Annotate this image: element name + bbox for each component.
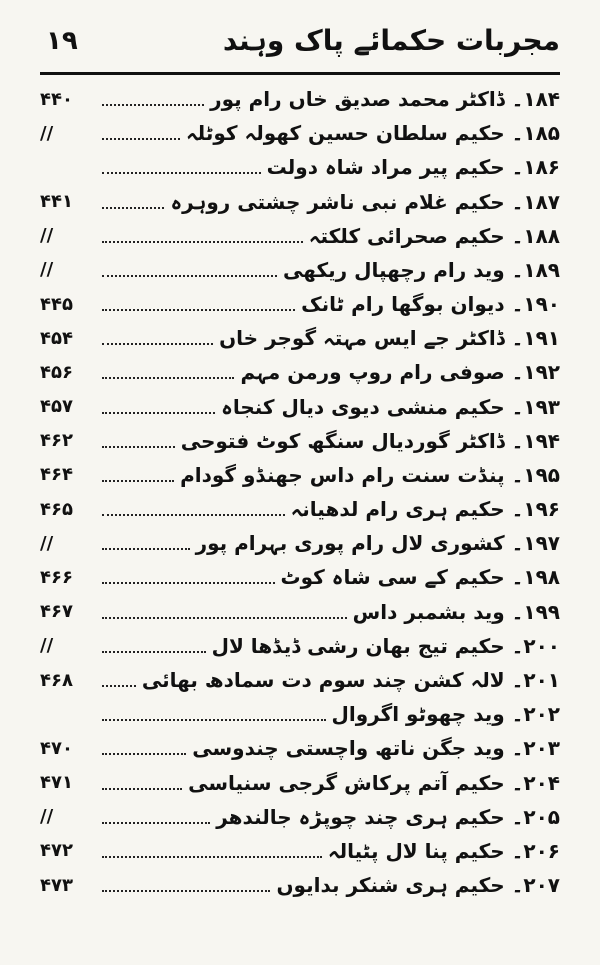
toc-entry-page: ۴۶۴ [40,464,73,486]
toc-entry-title: ۱۹۱۔ ڈاکٹر جے ایس مہتہ گوجر خاں [219,326,560,351]
toc-entry [40,253,560,287]
toc-entry [40,731,560,765]
toc-entry [40,663,560,697]
toc-entry-page: ۴۶۵ [40,498,73,520]
dot-leader [102,207,164,209]
toc-entry-page: ۴۶۸ [40,669,73,691]
toc-entry-page: ۴۷۰ [40,737,73,759]
toc-entry-title: ۱۹۳۔ حکیم منشی دیوی دیال کنجاہ [221,394,560,419]
toc-entry-title: ۱۹۶۔ حکیم ہری رام لدھیانہ [290,497,560,522]
toc-entry-title: ۱۹۵۔ پنڈت سنت رام داس جھنڈو گودام [180,462,560,487]
toc-entry [40,868,560,902]
toc-entry [40,185,560,219]
dot-leader [102,275,277,277]
dot-leader [102,719,326,721]
dot-leader [102,582,275,584]
toc-entry-page: ۴۷۲ [40,840,73,862]
toc-entry-page: ۴۵۶ [40,361,73,383]
dot-leader [102,343,213,345]
dot-leader [102,138,180,140]
toc-entry-title: ۱۹۸۔ حکیم کے سی شاہ کوٹ [280,565,560,590]
toc-entry [40,390,560,424]
toc-entry-page: ۴۷۳ [40,874,73,896]
toc-entry-title: ۲۰۰۔ حکیم تیج بھان رشی ڈیڈھا لال [211,633,560,658]
toc-entry [40,800,560,834]
dot-leader [102,548,190,550]
toc-entry-title: ۱۹۰۔ دیوان بوگھا رام ٹانک [301,292,560,317]
toc-entry-title: ۲۰۷۔ حکیم ہری شنکر بدایوں [276,873,560,898]
toc-entry-page: // [40,532,54,554]
toc-entry-title: ۱۹۲۔ صوفی رام روپ ورمن مہم [240,360,560,385]
dot-leader [102,617,347,619]
toc-entry [40,697,560,731]
toc-entry [40,116,560,150]
header-rule [40,72,560,75]
toc-entry-page: // [40,806,54,828]
toc-entry-page: ۴۴۰ [40,88,73,110]
dot-leader [102,412,215,414]
dot-leader [102,241,303,243]
toc-entry-title: ۱۹۷۔ کشوری لال رام پوری بہرام پور [195,531,560,556]
toc-entry [40,458,560,492]
toc-entry [40,629,560,663]
toc-entry-page: ۴۴۵ [40,293,73,315]
toc-entry-title: ۱۸۷۔ حکیم غلام نبی ناشر چشتی روہرہ [170,189,560,214]
dot-leader [102,890,270,892]
toc-entry-page: ۴۴۱ [40,191,73,213]
toc-entry [40,321,560,355]
dot-leader [102,788,182,790]
toc-entry-title: ۱۹۴۔ ڈاکٹر گوردیال سنگھ کوٹ فتوحی [180,428,560,453]
toc-entry [40,219,560,253]
toc-entry-page: ۴۵۷ [40,396,73,418]
toc-entry-page: ۴۵۴ [40,327,73,349]
toc-entry-title: ۱۹۹۔ وید بشمبر داس [352,599,560,624]
toc-entry [40,560,560,594]
dot-leader [102,822,210,824]
toc-entry-title: ۱۸۶۔ حکیم پیر مراد شاہ دولت [266,155,560,180]
page-header [40,22,560,76]
page-number: ۱۹ [46,26,78,56]
toc-entry [40,765,560,799]
dot-leader [102,651,206,653]
toc-entry-page: ۴۶۶ [40,566,73,588]
toc-entry [40,595,560,629]
toc-entry-page: // [40,635,54,657]
toc-entry [40,492,560,526]
toc-entry [40,355,560,389]
toc-entry-title: ۲۰۱۔ لالہ کشن چند سوم دت سمادھ بھائی [141,668,560,692]
toc-entry-title: ۲۰۳۔ وید جگن ناتھ واچستی چندوسی [192,736,560,761]
toc-entry [40,287,560,321]
dot-leader [102,514,285,516]
toc-entry-page: // [40,122,54,144]
toc-entry [40,150,560,184]
toc-entry-page: ۴۷۱ [40,772,73,794]
toc-entry-title: ۲۰۲۔ وید چھوٹو اگروال [331,702,560,727]
dot-leader [102,309,295,311]
dot-leader [102,685,136,687]
dot-leader [102,856,322,858]
dot-leader [102,480,174,482]
toc-entry-page: ۴۶۲ [40,430,73,452]
book-title: مجربات حکمائے پاک وہند [222,24,560,57]
dot-leader [102,446,175,448]
dot-leader [102,172,261,174]
table-of-contents [40,82,560,902]
toc-entry-title: ۲۰۶۔ حکیم پنا لال پٹیالہ [327,838,560,863]
toc-entry-title: ۱۸۸۔ حکیم صحرائی کلکتہ [308,223,560,248]
toc-entry-page: // [40,225,54,247]
toc-entry-title: ۱۸۹۔ وید رام رچھپال ریکھی [283,257,560,282]
toc-entry [40,82,560,116]
toc-entry [40,834,560,868]
toc-entry [40,424,560,458]
dot-leader [102,753,186,755]
dot-leader [102,377,234,379]
toc-entry-title: ۲۰۴۔ حکیم آتم پرکاش گرجی سنیاسی [188,770,560,795]
dot-leader [102,104,204,106]
toc-entry-title: ۱۸۴۔ ڈاکٹر محمد صدیق خاں رام پور [210,87,560,112]
toc-entry-title: ۱۸۵۔ حکیم سلطان حسین کھولہ کوٹلہ [185,121,560,146]
toc-entry-page: ۴۶۷ [40,601,73,623]
toc-entry-title: ۲۰۵۔ حکیم ہری چند چوپڑہ جالندھر [216,804,560,829]
toc-entry-page: // [40,259,54,281]
toc-entry [40,526,560,560]
